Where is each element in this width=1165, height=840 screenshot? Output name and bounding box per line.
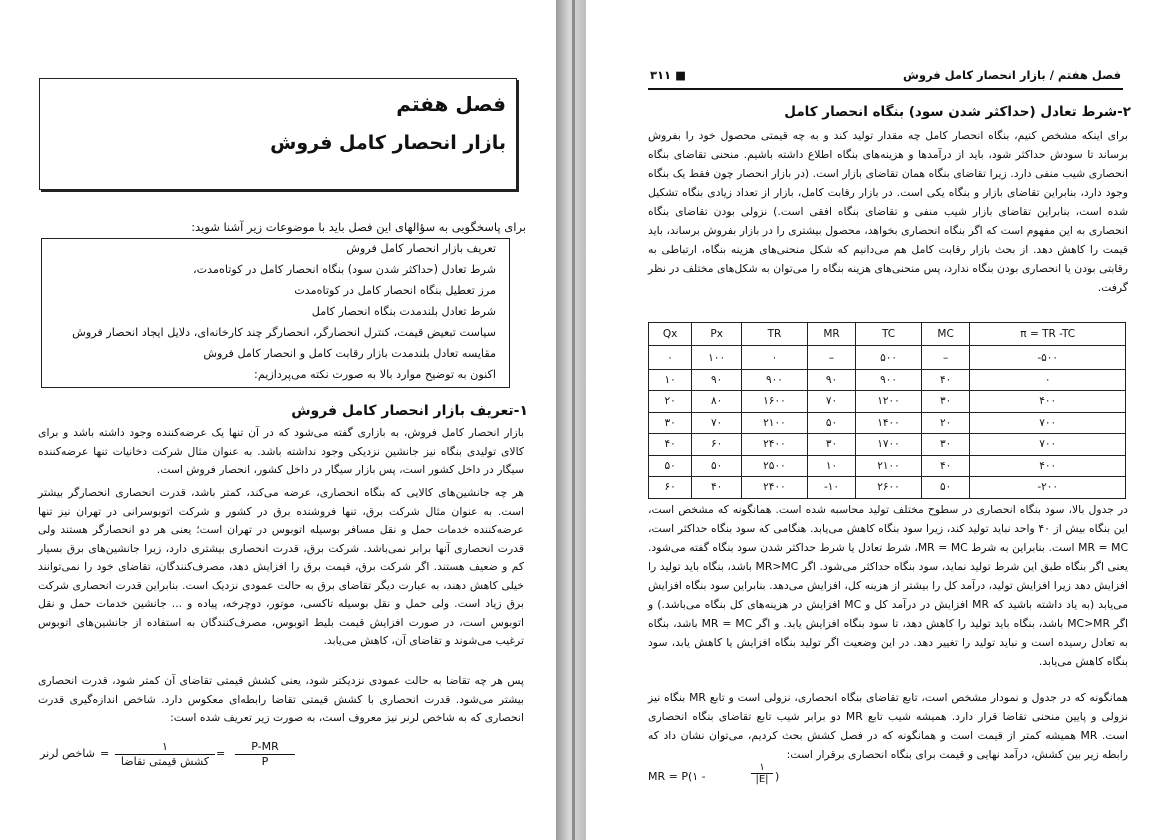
- table-cell: ۳۰: [921, 434, 970, 456]
- page-number: ۳۱۱ ■: [650, 68, 686, 82]
- formula-close-paren: ): [775, 770, 780, 783]
- formula-fraction: [115, 740, 215, 768]
- topic-item: مقایسه تعادل بلندمدت بازار رقابت کامل و انحصار کامل فروش: [203, 347, 496, 360]
- topics-intro: برای پاسخگویی به سؤالهای این فصل باید با موضوعات زیر آشنا شوید:: [191, 220, 526, 234]
- table-cell: ۱۰۰: [692, 346, 742, 370]
- column-header: MC: [921, 323, 970, 346]
- table-cell: ۵۰۰: [856, 346, 922, 370]
- table-cell: ۴۰۰: [970, 455, 1126, 477]
- table-cell: ۴۰: [649, 434, 692, 456]
- topic-item: تعریف بازار انحصار کامل فروش: [346, 242, 496, 255]
- left-page: [0, 0, 556, 840]
- table-cell: ۸۰: [692, 391, 742, 413]
- topic-item: سیاست تبعیض قیمت، کنترل انحصارگر، انحصارگر چند کارخانه‌ای، دلایل ایجاد انحصار فروش: [72, 326, 496, 339]
- formula-fraction: [751, 762, 773, 785]
- running-title: فصل هفتم / بازار انحصار کامل فروش: [902, 68, 1121, 82]
- column-header: Px: [692, 323, 742, 346]
- column-header: π = TR -TC: [970, 323, 1126, 346]
- table-cell: ۵۰: [807, 412, 855, 434]
- table-cell: ۷۰۰: [970, 412, 1126, 434]
- paragraph: هر چه جانشین‌های کالایی که بنگاه انحصاری، عرضه می‌کند، کمتر باشد، قدرت انحصاری انحصارگر بیشتر است. به عنوان مثال شرکت برق، تنها فروشنده برق در کشور و شرکت اتوبوسرانی در تهران نیز تنها عرضه‌کننده خدمات حمل و نقل مسافر بوسیله اتوبوس در تهران است؛ یعنی هر دو انحصارگر هستند ولی قدرت انحصاری آنها برابر نمی‌باشد. شرکت برق، قدرت انحصاری بیشتری دارد، زیرا جانشین‌های برق بسیار کم و ضعیف هستند. اگر شرکت برق، قیمت برق را افزایش دهد، مصرف‌کنندگان، تقاضای خود را نمی‌توانند خیلی کاهش دهند، به عبارت دیگر تقاضای برق به حالت عمودی نزدیک است. بنابراین قدرت انحصاری شرکت برق زیاد است. ولی حمل و نقل بوسیله تاکسی، موتور، دوچرخه، پیاده و ... جانشین خدمات حمل و نقل اتوبوس است، در صورت افزایش قیمت بلیط اتوبوس، مصرف‌کنندگان به استفاده از جانشین‌های اتوبوس ترغیب می‌شوند و تقاضای آن، کاهش می‌یابد.: [38, 486, 524, 647]
- table-cell: ۱۴۰۰: [856, 412, 922, 434]
- table-cell: ۲۰: [921, 412, 970, 434]
- table-cell: ۱۲۰۰: [856, 391, 922, 413]
- table-cell: ۲۵۰۰: [742, 455, 808, 477]
- chapter-title-box: [39, 78, 517, 190]
- table-cell: ۳۰: [807, 434, 855, 456]
- table-cell: ۲۱۰۰: [742, 412, 808, 434]
- topic-item: شرط تعادل (حداکثر شدن سود) بنگاه انحصار کامل در کوتاه‌مدت،: [192, 263, 496, 276]
- formula-text: MR = P(۱ -: [648, 770, 706, 783]
- formula-denominator: P: [261, 755, 269, 768]
- topic-item: شرط تعادل بلندمدت بنگاه انحصار کامل: [311, 305, 496, 318]
- table-cell: ۷۰: [807, 391, 855, 413]
- paragraph: برای اینکه مشخص کنیم، بنگاه انحصار کامل چه مقدار تولید کند و به چه قیمتی محصول خود را بفروش برساند تا سودش حداکثر شود، باید از درآمدها و هزینه‌های بنگاه اطلاع داشته باشیم. منحنی تقاضای بنگاه انحصاری شیب منفی دارد. زیرا تقاضای بنگاه همان تقاضای بازار است. (در بازار انحصار چون فقط یک بنگاه وجود دارد، بنابراین تقاضای بازار و بنگاه یکی است. در بازار رقابت کامل، بازار از تعداد زیادی بنگاه تشکیل شده است، بنابراین تقاضای بازار شیب منفی و تقاضای بنگاه افقی است.) نزولی بودن تقاضای بنگاه انحصاری به این مفهوم است که اگر بنگاه انحصاری بخواهد، محصول بیشتری را در بازار بفروش برساند، باید قیمت را کاهش دهد. از بحث بازار رقابت کامل هم می‌دانیم که شکل منحنی‌های هزینه بنگاه، ارتباطی به رقابتی بودن یا انحصاری بودن بنگاه ندارد، پس منحنی‌های هزینه بنگاه را می‌توان به شکل‌های مختلف در نظر گرفت.: [648, 129, 1128, 294]
- formula-numerator: P-MR: [235, 740, 295, 755]
- table-cell: ۳۰: [921, 391, 970, 413]
- table-cell: ۴۰۰: [970, 391, 1126, 413]
- table-cell: ۲۱۰۰: [856, 455, 922, 477]
- column-header: MR: [807, 323, 855, 346]
- section-heading: ۲-شرط تعادل (حداکثر شدن سود) بنگاه انحصار کامل: [784, 104, 1131, 120]
- topic-item: اکنون به توضیح موارد بالا به صورت نکته می‌پردازیم:: [254, 368, 496, 381]
- column-header: Qx: [649, 323, 692, 346]
- topics-box: [41, 238, 510, 388]
- table-row: [649, 412, 1126, 434]
- paragraph: همانگونه که در جدول و نمودار مشخص است، تابع تقاضای بنگاه انحصاری، نزولی است و تابع MR بنگاه نیز نزولی و پایین منحنی تقاضا قرار دارد. همیشه شیب تابع MR دو برابر شیب تابع تقاضای بنگاه انحصاری است. MR همیشه کمتر از قیمت است و همانگونه که در فصل کشش بحث کردیم، می‌توان نشان داد که رابطه زیر بین کشش، درآمد نهایی و قیمت برای بنگاه انحصاری برقرار است:: [648, 691, 1129, 761]
- table-cell: ۲۴۰۰: [742, 434, 808, 456]
- table-cell: ۴۰: [692, 477, 742, 499]
- topic-item: مرز تعطیل بنگاه انحصار کامل در کوتاه‌مدت: [294, 284, 496, 297]
- paragraph: در جدول بالا، سود بنگاه انحصاری در سطوح مختلف تولید محاسبه شده است. همانگونه که مشخص است، این بنگاه بیش از ۴۰ واحد نباید تولید کند، زیرا سود بنگاه کاهش می‌یابد. هنگامی که سود بنگاه حداکثر است، MR = MC است. بنابراین به شرط MR = MC، شرط تعادل یا شرط حداکثر شدن سود بنگاه گفته می‌شود. یعنی اگر بنگاه طبق این شرط تولید نماید، سود بنگاه حداکثر می‌شود. اگر MR>MC باشد، بنگاه باید تولید را افزایش دهد زیرا افزایش تولید، درآمد کل را بیشتر از هزینه کل، افزایش می‌دهد. بنابراین سود بنگاه افزایش می‌یابد (به یاد داشته باشید که MR افزایش در درآمد کل و MC افزایش در هزینه‌های کل بنگاه می‌باشد.) و اگر MC>MR باشد، بنگاه باید تولید را کاهش دهد، تا سود بنگاه افزایش یابد. و اگر MR = MC باشد، بنگاه به تعادل رسیده است و نباید تولید را تغییر دهد. در این وضعیت اگر تولید بنگاه افزایش یا کاهش یابد، سود بنگاه کاهش می‌یابد.: [648, 503, 1129, 668]
- table-row: [649, 346, 1126, 370]
- table-cell: ۹۰۰: [742, 369, 808, 391]
- table-cell: -۲۰۰: [970, 477, 1126, 499]
- chapter-title: بازار انحصار کامل فروش: [270, 132, 506, 154]
- chapter-number: فصل هفتم: [396, 92, 506, 116]
- formula-numerator: ۱: [115, 740, 215, 755]
- table-cell: ۹۰۰: [856, 369, 922, 391]
- table-cell: ۱۰: [807, 455, 855, 477]
- table-cell: ۲۰: [649, 391, 692, 413]
- section-heading: ۱-تعریف بازار انحصار کامل فروش: [291, 403, 528, 419]
- table-cell: ۴۰: [921, 455, 970, 477]
- table-cell: ۹۰: [807, 369, 855, 391]
- formula-fraction: [235, 740, 295, 768]
- table-row: [649, 391, 1126, 413]
- right-page: [586, 0, 1165, 840]
- table-cell: ۵۰: [921, 477, 970, 499]
- table-cell: -۱۰: [807, 477, 855, 499]
- table-cell: -۵۰۰: [970, 346, 1126, 370]
- table-row: [649, 477, 1126, 499]
- table-cell: –: [807, 346, 855, 370]
- formula-denominator: کشش قیمتی تقاضا: [120, 755, 210, 768]
- table-body: [649, 346, 1126, 499]
- table-row: [649, 369, 1126, 391]
- column-header: TC: [856, 323, 922, 346]
- table-cell: ۱۶۰۰: [742, 391, 808, 413]
- equals-sign: =: [216, 747, 226, 760]
- table-cell: ۷۰: [692, 412, 742, 434]
- table-cell: ۴۰: [921, 369, 970, 391]
- table-cell: ۲۶۰۰: [856, 477, 922, 499]
- table-cell: ۹۰: [692, 369, 742, 391]
- profit-table: [648, 322, 1126, 499]
- running-header: [648, 68, 1123, 90]
- table-row: [649, 434, 1126, 456]
- book-spine-line: [572, 0, 575, 840]
- table-cell: ۲۴۰۰: [742, 477, 808, 499]
- table-cell: ۱۷۰۰: [856, 434, 922, 456]
- table-cell: ۵۰: [649, 455, 692, 477]
- table-cell: ۷۰۰: [970, 434, 1126, 456]
- paragraph: بازار انحصار کامل فروش، به بازاری گفته می‌شود که در آن تنها یک عرضه‌کننده وجود داشته باشد و برای کالای تولیدی بنگاه نیز جانشین نزدیکی وجود نداشته باشد. به عنوان مثال شرکت دخانیات تنها عرضه‌کننده سیگار در داخل کشور است، پس بازار سیگار در داخل کشور، انحصار فروش است.: [38, 426, 524, 476]
- formula-numerator: ۱: [751, 762, 773, 774]
- table-cell: ۵۰: [692, 455, 742, 477]
- page-number-text: ۳۱۱: [650, 68, 672, 82]
- table-cell: –: [921, 346, 970, 370]
- column-header: TR: [742, 323, 808, 346]
- table-row: [649, 455, 1126, 477]
- table-cell: ۰: [742, 346, 808, 370]
- table-header-row: [649, 323, 1126, 346]
- formula-denominator: |E|: [755, 774, 769, 785]
- mr-elasticity-formula: [648, 763, 808, 797]
- table-cell: ۰: [649, 346, 692, 370]
- equals-sign: =: [100, 747, 110, 760]
- table-cell: ۶۰: [649, 477, 692, 499]
- table-cell: ۶۰: [692, 434, 742, 456]
- table-cell: ۳۰: [649, 412, 692, 434]
- table-cell: ۱۰: [649, 369, 692, 391]
- paragraph: پس هر چه تقاضا به حالت عمودی نزدیکتر شود، یعنی کشش قیمتی تقاضای آن کمتر شود، قدرت انحصاری بیشتر می‌شود. قدرت انحصاری با کشش قیمتی تقاضا رابطه‌ای معکوس دارد. شاخص اندازه‌گیری قدرت انحصاری که به شاخص لرنر نیز معروف است، به صورت زیر تعریف شده است:: [38, 674, 524, 724]
- table-cell: ۰: [970, 369, 1126, 391]
- book-gutter: [556, 0, 586, 840]
- lerner-index-formula: [40, 738, 390, 772]
- formula-name: شاخص لرنر: [40, 747, 95, 760]
